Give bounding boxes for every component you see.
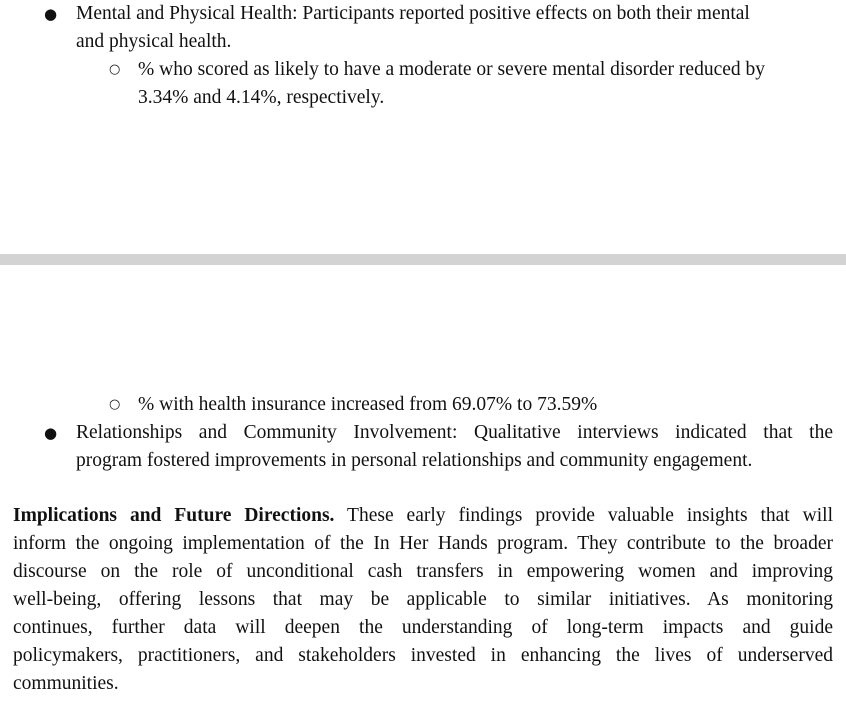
implications-line-4: well-being, offering lessons that may be applicable to similar initiatives. As monitoring bbox=[13, 589, 833, 610]
bullet-disc-icon: ● bbox=[44, 424, 58, 442]
implications-line-5: continues, further data will deepen the understanding of long-term impacts and guide bbox=[13, 617, 833, 638]
sub-bullet-health-insurance: % with health insurance increased from 69.07% to 73.59% bbox=[138, 394, 598, 415]
bullet-mental-health-line-1: Mental and Physical Health: Participants reported positive effects on both their mental bbox=[76, 3, 750, 24]
implications-line-3: discourse on the role of unconditional cash transfers in empowering women and improving bbox=[13, 561, 833, 582]
implications-line-1 bbox=[13, 502, 833, 530]
sub-bullet-mental-disorder-line-2: 3.34% and 4.14%, respectively. bbox=[138, 87, 385, 108]
sub-bullet-mental-disorder-line-1: % who scored as likely to have a moderate or severe mental disorder reduced by bbox=[138, 59, 766, 80]
implications-line-1-text: These early findings provide valuable insights that will bbox=[347, 505, 833, 526]
bullet-disc-icon: ● bbox=[44, 5, 58, 23]
page-break-gap bbox=[0, 254, 846, 265]
document-page-1 bbox=[0, 0, 846, 254]
implications-line-6: policymakers, practitioners, and stakeholders invested in enhancing the lives of underserved bbox=[13, 645, 833, 666]
implications-line-2: inform the ongoing implementation of the In Her Hands program. They contribute to the broader bbox=[13, 533, 833, 554]
bullet-relationships-line-2: program fostered improvements in personal relationships and community engagement. bbox=[76, 450, 753, 471]
bullet-mental-health-line-2: and physical health. bbox=[76, 31, 232, 52]
implications-line-7: communities. bbox=[13, 673, 119, 694]
bullet-circle-icon: ○ bbox=[109, 62, 121, 77]
bullet-circle-icon: ○ bbox=[109, 397, 121, 412]
implications-paragraph bbox=[13, 502, 833, 698]
bullet-relationships-line-1: Relationships and Community Involvement: Qualitative interviews indicated that the bbox=[76, 422, 833, 443]
implications-heading: Implications and Future Directions. bbox=[13, 505, 335, 526]
